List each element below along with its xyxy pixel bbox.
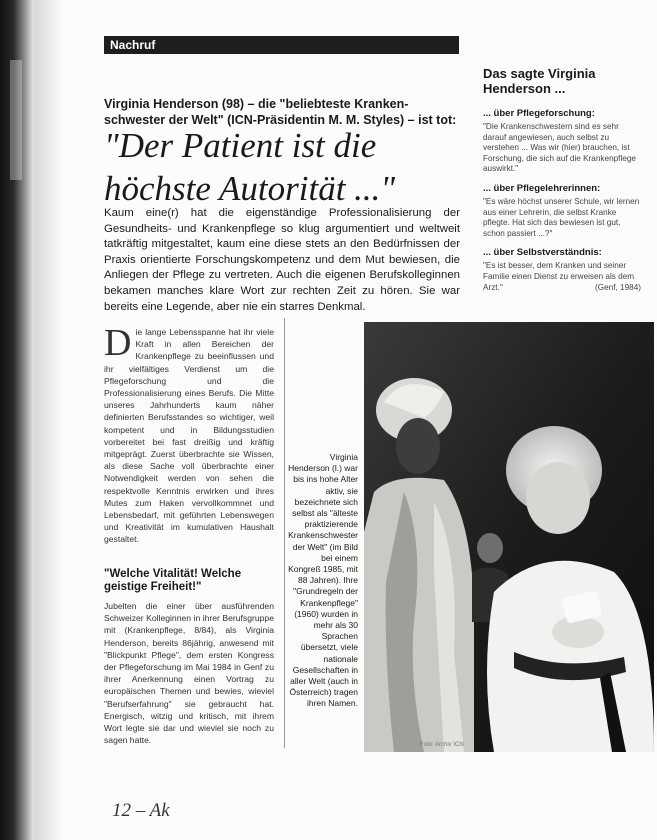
photo-credit: Foto: Archiv ICN: [420, 742, 464, 748]
body-column-a: [104, 326, 274, 546]
article-deck: Virginia Henderson (98) – die "beliebteste Kranken-schwester der Welt" (ICN-Präsidentin M. M. Styles) – ist tot:: [104, 97, 457, 127]
sidebar-quote-source: (Genf, 1984): [595, 282, 641, 292]
sidebar-quote-self: [483, 261, 641, 293]
binding-spine: [0, 0, 34, 840]
body-subhead: "Welche Vitalität! Welche geistige Freiheit!": [104, 568, 242, 593]
sidebar-quote-self-text: "Es ist besser, dem Kranken und seiner Familie einen Dienst zu erweisen als dem Arzt.": [483, 261, 635, 292]
drop-cap: D: [104, 326, 132, 364]
page-curl-shadow: [34, 0, 64, 840]
sidebar-heading-teachers: ... über Pflegelehrerinnen:: [483, 182, 601, 194]
body-text-a: ie lange Lebensspanne hat ihr viele Kraft in allen Bereichen der Krankenpflege zu beeinflussen und ihr vielfältiges Verdienst um die Pflegeforschung und die Professionalisierung eines Berufs. Die Mitte unseres Jahrhunderts kaum näher definierten Berufsstandes so wichtiger, weil kompetent und in Bildungsstudien vorbereitet bei fast dreißig und kräftig mitgeprägt. Zuerst überbrachte sie Wissen, als diese Sache voll überbrachte einer Notwendigkeit werden von sehen die respektvolle Kenntnis erwirken und ihres Mutes zum Haken vervollkommnet und Lebensbedarf, mit geführten Lebenswegen und Kreativität im kumulativen Haushalt gestaltet.: [104, 327, 274, 545]
article-headline: "Der Patient ist die höchste Autorität ...": [104, 126, 396, 208]
body-column-b: Jubelten die einer über ausführenden Schweizer Kolleginnen in ihrer Berufsgruppe mit (Krankenpflege, 8/84), als Virginia Henderson, bereits 86jährig, anwesend mit "Blickpunkt Pflege", dem ersten Kongress der Pflegeforschung im Mai 1984 in Genf zu ihrer Anerkennung einen Vortrag zu europäischen Themen und bewies, wieviel "Berufserfahrung" sie gebraucht hat. Energisch, witzig und kritisch, mit ihrem Wort legte sie dar und wieviel sie noch zu sagen hatte.: [104, 601, 274, 746]
article-lead: Kaum eine(r) hat die eigenständige Professionalisierung der Gesundheits- und Krankenpflege so klug argumentiert und weltweit tatkräftig mitgestaltet, kaum eine diese stets an den Bedürfnissen der Praxis orientierte Forschungskompetenz und dem Mut bewiesen, die Anliegen der Pflege zu vertreten. Auch die eigenen Berufskolleginnen bekamen manches klare Wort zur rechten Zeit zu hören. Sie war bereits eine Legende, aber nie ein starres Denkmal.: [104, 207, 460, 313]
sidebar-heading-self: ... über Selbstverständnis:: [483, 247, 602, 259]
section-kicker: Nachruf: [104, 36, 459, 54]
spine-lettering: [6, 60, 26, 180]
quote-sidebar: [483, 66, 641, 293]
portrait-photo: [364, 322, 654, 752]
page-folio: 12 – Ak: [112, 800, 170, 821]
sidebar-title: Das sagte Virginia Henderson ...: [483, 66, 596, 96]
sidebar-heading-research: ... über Pflegeforschung:: [483, 108, 595, 119]
sidebar-quote-research: "Die Krankenschwestern sind es sehr darauf angewiesen, auch selbst zu verstehen ... Was wir (hier) brauchen, ist Forschung, die sich auf die Krankenpflege auswirkt.": [483, 122, 636, 174]
photo-caption: Virginia Henderson (l.) war bis ins hohe Alter aktiv, sie bezeichnete sich selbst als "älteste praktizierende Krankenschwester der Welt" (im Bild bei einem Kongreß 1985, mit 88 Jahren). Ihre "Grundregeln der Krankenpflege" (1960) wurden in mehr als 30 Sprachen übersetzt, viele nationale Gesellschaften in aller Welt (auch in Österreich) tragen ihren Namen.: [288, 452, 358, 709]
sidebar-quote-teachers: "Es wäre höchst unserer Schule, wir lernen aus einer Lehrerin, die selbst Kranke pflegte. Hat sich das bewiesen ist gut, schon passiert ...?": [483, 196, 640, 238]
column-rule: [284, 318, 285, 748]
